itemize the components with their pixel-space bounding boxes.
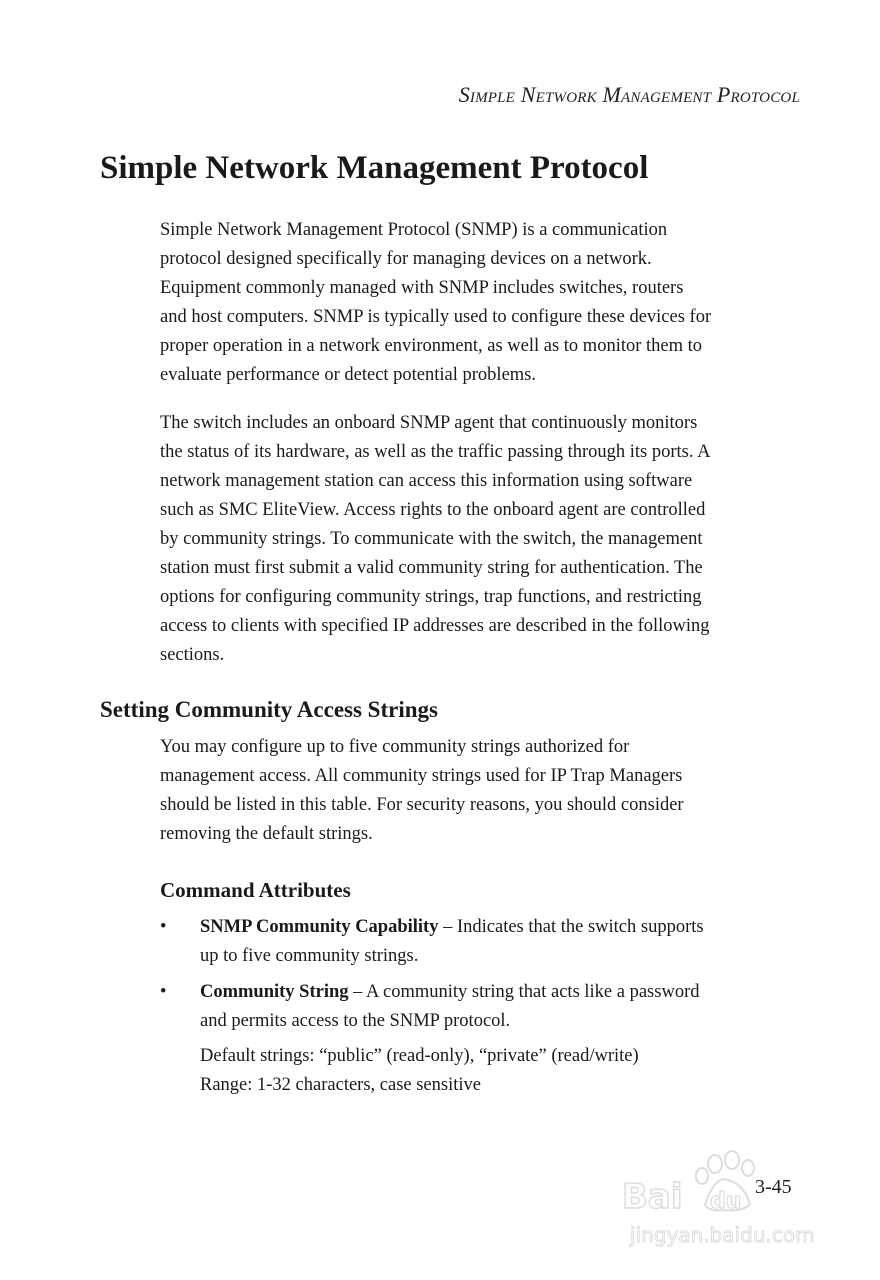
subheading: Command Attributes — [160, 878, 351, 902]
svg-text:du: du — [710, 1189, 742, 1214]
section-paragraph — [160, 733, 684, 849]
svg-text:jingyan.baidu.com: jingyan.baidu.com — [630, 1223, 815, 1247]
text-line: up to five community strings. — [200, 946, 419, 966]
text-line: network management station can access this information using software — [160, 471, 693, 491]
bullet-term: Community String — [200, 982, 349, 1002]
text-line: access to clients with specified IP addresses are described in the following — [160, 616, 710, 636]
text-line: should be listed in this table. For security reasons, you should consider — [160, 795, 684, 815]
baidu-watermark-logo — [620, 1150, 830, 1250]
bullet-item — [160, 913, 840, 973]
text-line: Range: 1-32 characters, case sensitive — [200, 1075, 481, 1095]
text-line: protocol designed specifically for managing devices on a network. — [160, 249, 652, 269]
text-line: management access. All community strings used for IP Trap Managers — [160, 766, 683, 786]
text-line: removing the default strings. — [160, 824, 373, 844]
text-line: Equipment commonly managed with SNMP includes switches, routers — [160, 278, 684, 298]
bullet-icon: • — [160, 982, 167, 1002]
text-line: station must first submit a valid community string for authentication. The — [160, 558, 703, 578]
text-line: proper operation in a network environment, as well as to monitor them to — [160, 336, 703, 356]
text-line: by community strings. To communicate with the switch, the management — [160, 529, 703, 549]
svg-text:Bai: Bai — [622, 1177, 683, 1217]
text-line: The switch includes an onboard SNMP agent that continuously monitors — [160, 413, 698, 433]
bullet-term: SNMP Community Capability — [200, 917, 439, 937]
intro-paragraph-2 — [160, 409, 710, 670]
text-line: such as SMC EliteView. Access rights to the onboard agent are controlled — [160, 500, 706, 520]
text-line: evaluate performance or detect potential problems. — [160, 365, 536, 385]
text-line: Simple Network Management Protocol (SNMP) is a communication — [160, 220, 668, 240]
separator: – — [348, 982, 367, 1002]
section-heading: Setting Community Access Strings — [100, 697, 438, 722]
intro-paragraph-1 — [160, 216, 711, 390]
text-line: Indicates that the switch supports — [456, 917, 704, 937]
running-head: Simple Network Management Protocol — [458, 82, 800, 107]
text-line: sections. — [160, 645, 225, 665]
text-line: A community string that acts like a password — [366, 982, 700, 1002]
text-line: options for configuring community strings, trap functions, and restricting — [160, 587, 702, 607]
text-line: and permits access to the SNMP protocol. — [200, 1011, 511, 1031]
page-number: 3-45 — [755, 1176, 792, 1198]
text-line: and host computers. SNMP is typically used to configure these devices for — [160, 307, 712, 327]
bullet-icon: • — [160, 917, 167, 937]
text-line: Default strings: “public” (read-only), “private” (read/write) — [200, 1046, 639, 1066]
text-line: You may configure up to five community strings authorized for — [160, 737, 630, 757]
separator: – — [438, 917, 457, 937]
text-line: the status of its hardware, as well as the traffic passing through its ports. A — [160, 442, 711, 462]
page-title: Simple Network Management Protocol — [100, 150, 649, 186]
bullet-item — [160, 978, 840, 1108]
